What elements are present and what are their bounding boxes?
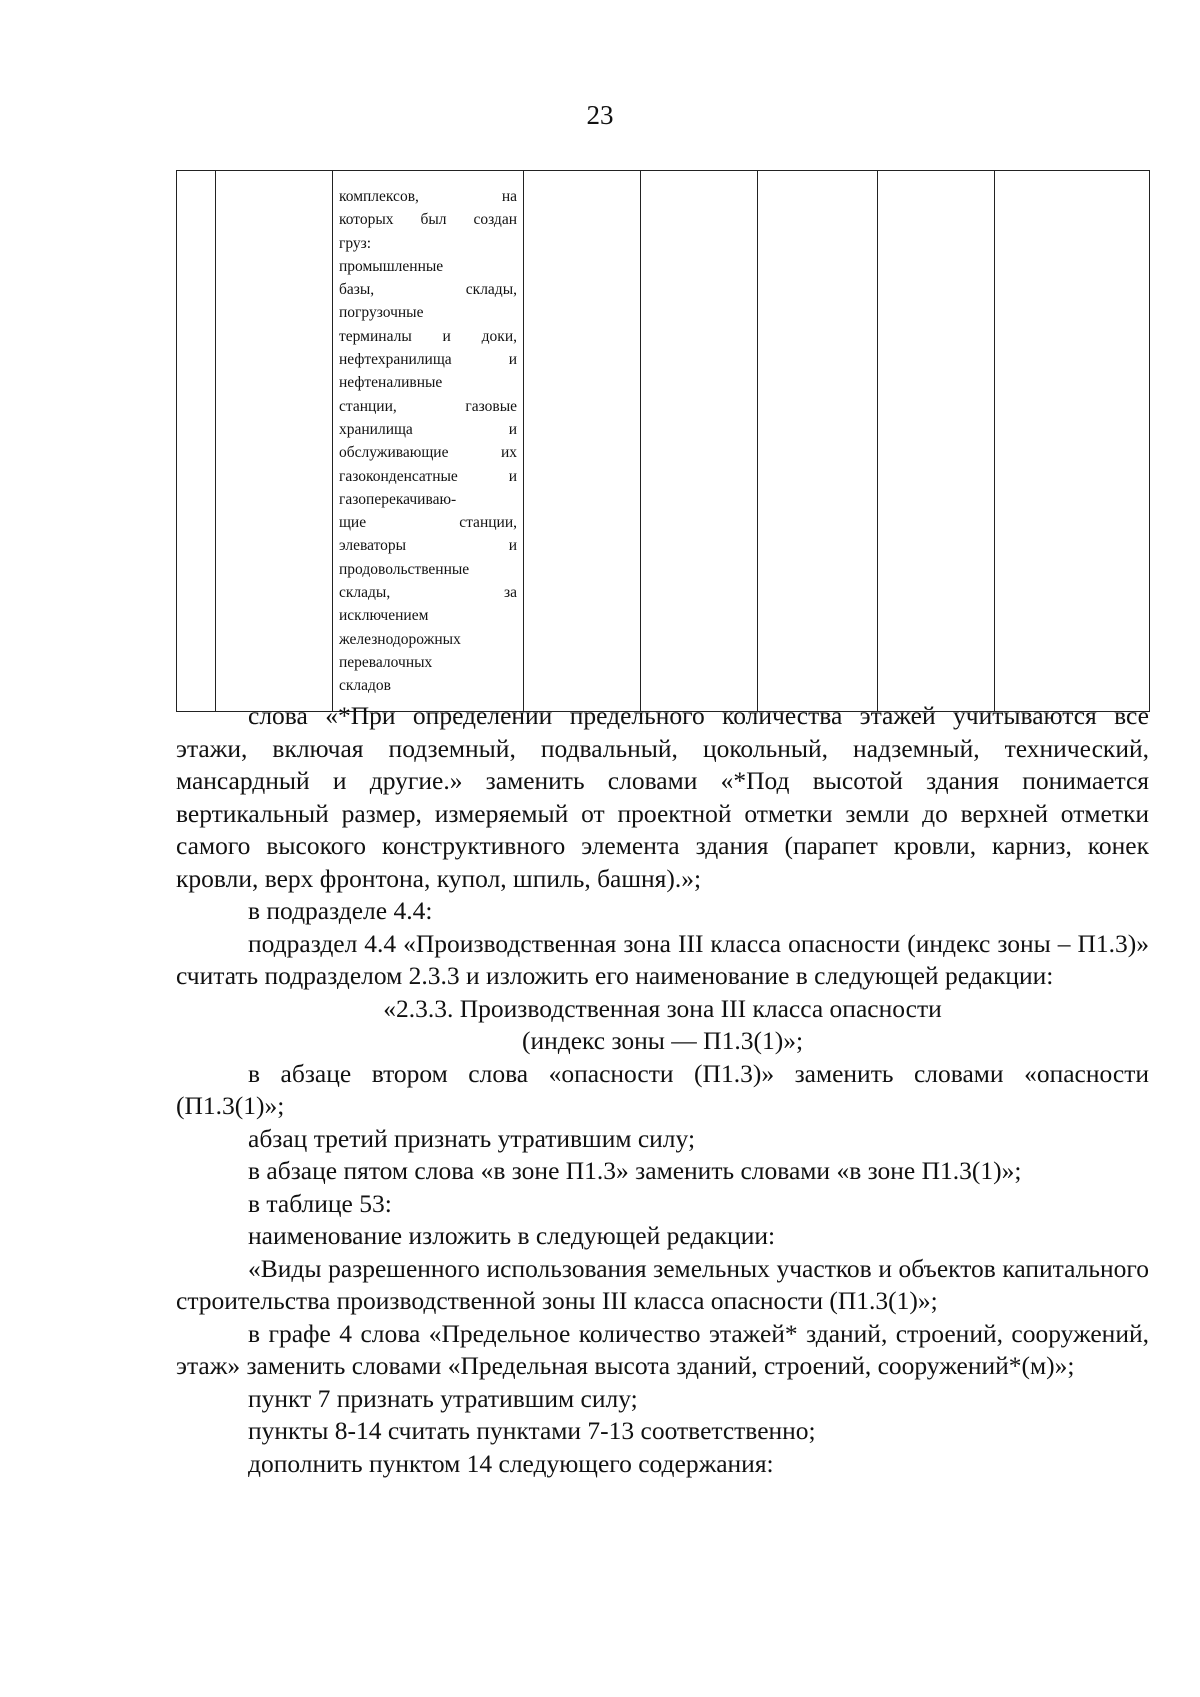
description-line: щие станции, bbox=[339, 514, 517, 532]
table-cell-empty bbox=[524, 171, 641, 712]
description-line: исключением bbox=[339, 607, 429, 625]
description-line: которых был создан bbox=[339, 211, 517, 229]
new-title-line-1: «2.3.3. Производственная зона III класса опасности bbox=[383, 993, 942, 1023]
description-line: хранилища и bbox=[339, 420, 517, 438]
paragraph-fifth-abzac: в абзаце пятом слова «в зоне П1.3» заменить словами «в зоне П1.3(1)»; bbox=[248, 1156, 1022, 1185]
description-line: обслуживающие их bbox=[339, 444, 517, 462]
table-cell-empty bbox=[878, 171, 995, 712]
description-line: станции, газовые bbox=[339, 397, 517, 415]
description-line: терминалы и доки, bbox=[339, 327, 517, 345]
paragraph-column-4: в графе 4 слова «Предельное количество этажей* зданий, строений, сооружений, этаж» заменить словами «Предельная высота зданий, строений, сооружений*(м)»; bbox=[176, 1318, 1149, 1380]
description-line: железнодорожных bbox=[339, 630, 461, 648]
table-cell-type bbox=[216, 171, 333, 712]
paragraph-replace-footnote: слова «*При определении предельного количества этажей учитываются все этажи, включая подземный, подвальный, цокольный, надземный, технический, мансардный и другие.» заменить словами «*Под высотой здания понимается вертикальный размер, измеряемый от проектной отметки земли до верхней отметки самого высокого конструктивного элемента здания (парапет кровли, карниз, конек кровли, верх фронтона, купол, шпиль, башня).»; bbox=[176, 701, 1149, 893]
table-cell-number bbox=[177, 171, 216, 712]
paragraph-new-name: «Виды разрешенного использования земельных участков и объектов капитального строительства производственной зоны III класса опасности (П1.3(1)»; bbox=[176, 1253, 1149, 1315]
table-cell-empty bbox=[758, 171, 878, 712]
description-line: перевалочных bbox=[339, 653, 433, 671]
description-line: промышленные bbox=[339, 257, 444, 275]
description-line: складов bbox=[339, 677, 391, 695]
description-line: груз: bbox=[339, 234, 372, 252]
description-line: элеваторы и bbox=[339, 537, 517, 555]
description-line: склады, за bbox=[339, 584, 517, 602]
new-title-line-2: (индекс зоны — П1.3(1)»; bbox=[521, 1026, 804, 1055]
paragraph-table-53: в таблице 53: bbox=[248, 1188, 392, 1218]
page-number: 23 bbox=[586, 100, 614, 130]
table-cell-empty bbox=[995, 171, 1150, 712]
description-line: погрузочные bbox=[339, 304, 424, 322]
paragraph-add-item-14: дополнить пунктом 14 следующего содержания: bbox=[248, 1448, 774, 1478]
table-row bbox=[177, 171, 1150, 712]
paragraph-third-abzac: абзац третий признать утратившим силу; bbox=[248, 1123, 696, 1153]
paragraph-items-renumber: пункты 8-14 считать пунктами 7-13 соответственно; bbox=[248, 1416, 816, 1445]
table-cell-description bbox=[333, 171, 524, 712]
description-line: базы, склады, bbox=[339, 281, 517, 299]
paragraph-second-abzac: в абзаце втором слова «опасности (П1.3)» заменить словами «опасности (П1.3(1)»; bbox=[176, 1058, 1149, 1120]
description-line: газоперекачиваю- bbox=[339, 490, 457, 508]
paragraph-item-7: пункт 7 признать утратившим силу; bbox=[248, 1383, 638, 1413]
table-cell-empty bbox=[641, 171, 758, 712]
paragraph-subsection-rename: подраздел 4.4 «Производственная зона III класса опасности (индекс зоны – П1.3)» считать подразделом 2.3.3 и изложить его наименование в следующей редакции: bbox=[176, 928, 1149, 990]
paragraph-name-edit: наименование изложить в следующей редакции: bbox=[248, 1221, 776, 1250]
document-body bbox=[176, 700, 1149, 1480]
description-line: нефтехранилища и bbox=[339, 351, 517, 369]
description-line: комплексов, на bbox=[339, 188, 517, 205]
description-line: газоконденсатные и bbox=[339, 467, 517, 485]
paragraph-subsection-heading: в подразделе 4.4: bbox=[248, 896, 433, 925]
continued-table bbox=[176, 170, 1150, 712]
description-line: продовольственные bbox=[339, 560, 470, 578]
description-line: нефтеналивные bbox=[339, 374, 443, 392]
